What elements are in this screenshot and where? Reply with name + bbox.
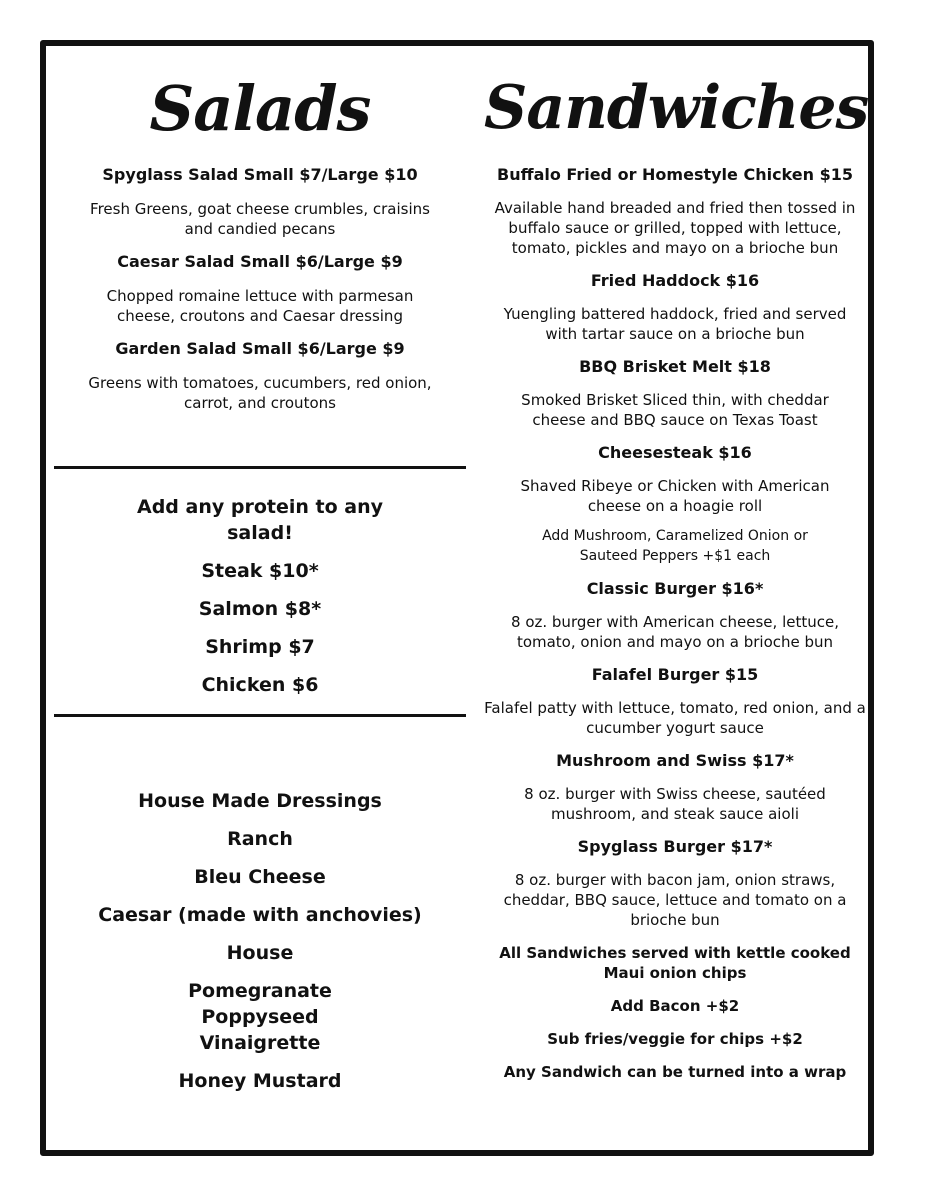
dressing-item: Honey Mustard bbox=[178, 1070, 342, 1092]
sandwich-title: Classic Burger $16* bbox=[586, 579, 764, 598]
dressing-item: Ranch bbox=[227, 828, 293, 850]
dressings-heading: House Made Dressings bbox=[138, 790, 382, 812]
salad-item bbox=[54, 252, 466, 326]
dressings-section bbox=[54, 788, 466, 1094]
protein-item: Salmon $8* bbox=[198, 598, 322, 620]
protein-item: Chicken $6 bbox=[201, 674, 319, 696]
sandwich-footer-note: Any Sandwich can be turned into a wrap bbox=[503, 1063, 847, 1081]
sandwich-note: Add Mushroom, Caramelized Onion or Sauteed Peppers +$1 each bbox=[542, 528, 808, 564]
sandwich-desc: Shaved Ribeye or Chicken with American cheese on a hoagie roll bbox=[520, 477, 830, 515]
sandwich-desc: 8 oz. burger with bacon jam, onion straws, cheddar, BBQ sauce, lettuce and tomato on a brioche bun bbox=[503, 871, 847, 929]
dressing-item: Bleu Cheese bbox=[194, 866, 326, 888]
salad-title: Garden Salad Small $6/Large $9 bbox=[115, 339, 405, 358]
sandwiches-section bbox=[484, 0, 869, 1200]
sandwich-footer-note: Add Bacon +$2 bbox=[610, 997, 740, 1015]
sandwich-footer-note: All Sandwiches served with kettle cooked Maui onion chips bbox=[499, 944, 851, 982]
sandwich-desc: Smoked Brisket Sliced thin, with cheddar cheese and BBQ sauce on Texas Toast bbox=[521, 391, 829, 429]
sandwiches-heading: Sandwiches bbox=[484, 73, 869, 143]
sandwich-desc: Yuengling battered haddock, fried and served with tartar sauce on a brioche bun bbox=[503, 305, 847, 343]
sandwich-title: Spyglass Burger $17* bbox=[577, 837, 773, 856]
sandwich-title: Mushroom and Swiss $17* bbox=[556, 751, 794, 770]
salad-title: Spyglass Salad Small $7/Large $10 bbox=[102, 165, 418, 184]
dressing-item: Pomegranate Poppyseed Vinaigrette bbox=[188, 980, 332, 1054]
sandwich-desc: Available hand breaded and fried then tossed in buffalo sauce or grilled, topped with lettuce, tomato, pickles and mayo on a brioche bun bbox=[494, 199, 856, 257]
sandwich-title: Falafel Burger $15 bbox=[591, 665, 759, 684]
salad-item bbox=[54, 165, 466, 239]
sandwich-desc: Falafel patty with lettuce, tomato, red onion, and a cucumber yogurt sauce bbox=[484, 699, 866, 737]
sandwich-title: Fried Haddock $16 bbox=[590, 271, 760, 290]
salads-heading: Salads bbox=[149, 72, 371, 145]
divider bbox=[54, 466, 466, 469]
sandwich-desc: 8 oz. burger with Swiss cheese, sautéed mushroom, and steak sauce aioli bbox=[524, 785, 826, 823]
protein-section bbox=[54, 494, 466, 698]
protein-item: Shrimp $7 bbox=[205, 636, 315, 658]
protein-heading: Add any protein to any salad! bbox=[137, 496, 383, 544]
sandwich-title: BBQ Brisket Melt $18 bbox=[579, 357, 771, 376]
salad-desc: Chopped romaine lettuce with parmesan cheese, croutons and Caesar dressing bbox=[106, 287, 414, 325]
salad-desc: Greens with tomatoes, cucumbers, red onion, carrot, and croutons bbox=[88, 374, 432, 412]
sandwich-desc: 8 oz. burger with American cheese, lettuce, tomato, onion and mayo on a brioche bun bbox=[511, 613, 839, 651]
salad-desc: Fresh Greens, goat cheese crumbles, craisins and candied pecans bbox=[90, 200, 430, 238]
sandwich-title: Cheesesteak $16 bbox=[598, 443, 752, 462]
protein-item: Steak $10* bbox=[201, 560, 319, 582]
sandwich-list bbox=[484, 165, 866, 1082]
salad-item bbox=[54, 339, 466, 413]
dressing-item: Caesar (made with anchovies) bbox=[98, 904, 422, 926]
dressing-item: House bbox=[226, 942, 294, 964]
divider bbox=[54, 714, 466, 717]
salad-title: Caesar Salad Small $6/Large $9 bbox=[117, 252, 403, 271]
sandwich-footer-note: Sub fries/veggie for chips +$2 bbox=[547, 1030, 803, 1048]
sandwich-title: Buffalo Fried or Homestyle Chicken $15 bbox=[497, 165, 853, 184]
